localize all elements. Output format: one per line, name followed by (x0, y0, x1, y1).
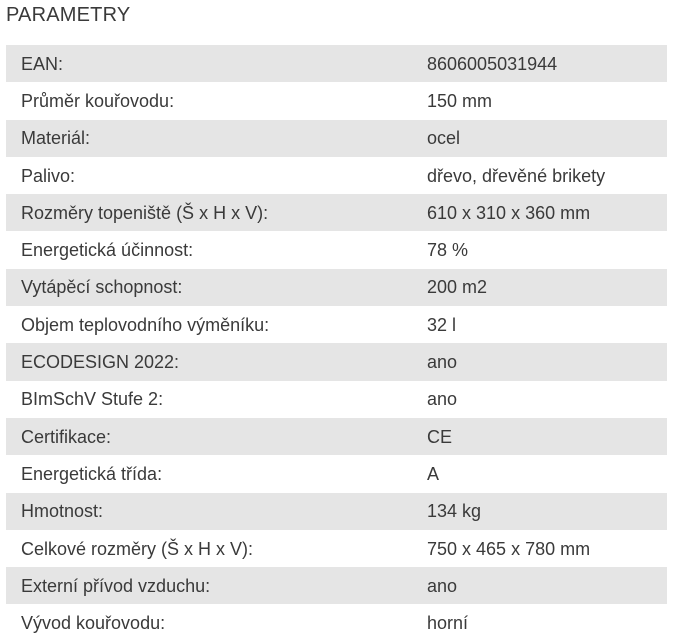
param-label: Externí přívod vzduchu: (21, 575, 211, 596)
section-title: PARAMETRY (6, 4, 131, 26)
table-row (6, 194, 667, 231)
table-row (6, 120, 667, 157)
table-row (6, 343, 667, 380)
param-value: ano (427, 389, 458, 410)
param-label: EAN: (21, 53, 64, 74)
param-value: horní (427, 613, 469, 634)
table-row (6, 269, 667, 306)
table-row (6, 567, 667, 604)
table-row (6, 381, 667, 418)
table-row (6, 306, 667, 343)
parameters-table (6, 45, 667, 642)
param-label: Vývod kouřovodu: (21, 613, 166, 634)
param-label: Energetická třída: (21, 463, 163, 484)
param-value: CE (427, 426, 453, 447)
param-label: ECODESIGN 2022: (21, 352, 180, 373)
param-value: 610 x 310 x 360 mm (427, 202, 591, 223)
param-value: ano (427, 575, 458, 596)
param-value: 8606005031944 (427, 53, 558, 74)
param-value: 750 x 465 x 780 mm (427, 538, 591, 559)
table-row (6, 418, 667, 455)
param-value: ocel (427, 128, 461, 149)
param-label: Palivo: (21, 165, 76, 186)
table-row (6, 157, 667, 194)
param-value: 32 l (427, 314, 457, 335)
param-value: 78 % (427, 240, 469, 261)
param-label: Materiál: (21, 128, 91, 149)
table-row (6, 455, 667, 492)
table-row (6, 231, 667, 268)
table-row (6, 82, 667, 119)
param-label: Energetická účinnost: (21, 240, 194, 261)
param-value: A (427, 463, 440, 484)
param-label: Průměr kouřovodu: (21, 90, 175, 111)
param-label: Vytápěcí schopnost: (21, 277, 183, 298)
table-row (6, 45, 667, 82)
param-label: BImSchV Stufe 2: (21, 389, 164, 410)
param-label: Objem teplovodního výměníku: (21, 314, 270, 335)
param-label: Hmotnost: (21, 501, 104, 522)
param-value: 150 mm (427, 90, 493, 111)
param-value: ano (427, 352, 458, 373)
param-value: 134 kg (427, 501, 482, 522)
table-row (6, 530, 667, 567)
param-value: 200 m2 (427, 277, 488, 298)
param-value: dřevo, dřevěné brikety (427, 165, 606, 186)
table-row (6, 493, 667, 530)
table-row (6, 604, 667, 641)
param-label: Rozměry topeniště (Š x H x V): (21, 202, 269, 223)
param-label: Celkové rozměry (Š x H x V): (21, 538, 254, 559)
param-label: Certifikace: (21, 426, 112, 447)
